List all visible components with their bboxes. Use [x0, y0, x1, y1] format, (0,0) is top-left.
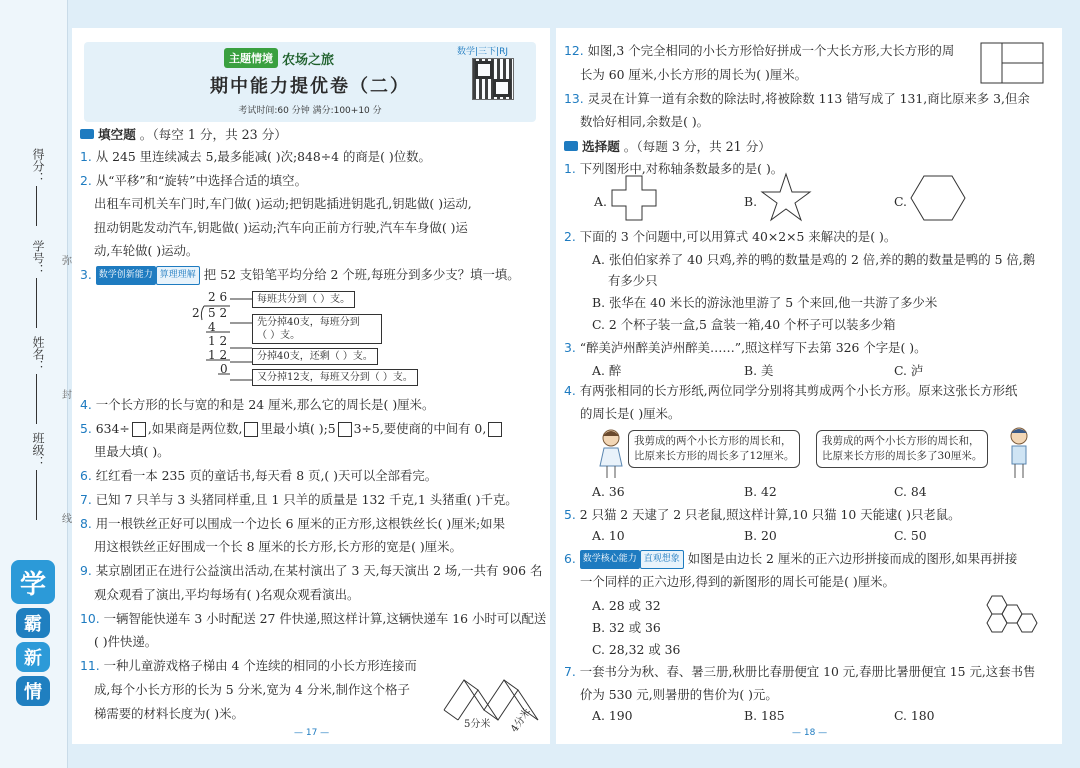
ladder-length-label: 5分米 [464, 719, 491, 730]
student-id-blank[interactable] [36, 278, 37, 328]
choice-7: 7. 一套书分为秋、春、暑三册,秋册比春册便宜 10 元,春册比暑册便宜 15 元,这套书售 [564, 664, 1036, 679]
choice-3-option-c[interactable]: C. 泸 [894, 363, 924, 378]
name-label: 姓名： [31, 336, 45, 372]
step-2: 1 2 [208, 334, 228, 348]
question-8: 8. 用一根铁丝正好可以围成一个边长 6 厘米的正方形,这根铁丝长( )厘米;如果 [80, 516, 505, 531]
theme-tag: 主题情境 [224, 48, 278, 68]
choice-4: 4. 有两张相同的长方形纸,两位同学分别将其剪成两个小长方形。原来这张长方形纸 [564, 383, 1018, 398]
page-18 [556, 28, 1062, 744]
question-1: 1. 从 245 里连续减去 5,最多能减( )次;848÷4 的商是( )位数。 [80, 149, 431, 164]
brand-char-3: 新 [16, 642, 50, 672]
binding-spine [0, 0, 72, 768]
step-1: 4 [208, 320, 216, 334]
choice-1-option-b[interactable]: B. [744, 194, 758, 209]
div-note-4: 又分掉12支，每班又分到（ ）支。 [252, 369, 418, 386]
class-blank[interactable] [36, 470, 37, 520]
question-9: 9. 某京剧团正在进行公益演出活动,在某村演出了 3 天,每天演出 2 场,一共有 906 名 [80, 563, 543, 578]
question-2: 2. 从“平移”和“旋转”中选择合适的填空。 [80, 173, 307, 188]
question-12-line-b: 长为 60 厘米,小长方形的周长为( )厘米。 [580, 67, 808, 82]
question-12: 12. 如图,3 个完全相同的小长方形恰好拼成一个大长方形,大长方形的周 [564, 43, 955, 58]
choice-7-option-b[interactable]: B. 185 [744, 708, 785, 723]
choice-1: 1. 下列图形中,对称轴条数最多的是( )。 [564, 161, 784, 176]
brand-char-1: 学 [11, 560, 55, 604]
choice-6-line-b: 一个同样的正六边形,得到的新图形的周长可能是( )厘米。 [580, 574, 895, 589]
page-number-17: — 17 — [294, 728, 330, 738]
brand-char-2: 霸 [16, 608, 50, 638]
step-3: 1 2 [208, 348, 228, 362]
seal-mark-2: 封 [62, 390, 72, 401]
question-4: 4. 一个长方形的长与宽的和是 24 厘米,那么它的周长是( )厘米。 [80, 397, 435, 412]
choice-5: 5. 2 只猫 2 天逮了 2 只老鼠,照这样计算,10 只猫 10 天能逮( )只老鼠。 [564, 507, 961, 522]
star-shape-icon [760, 172, 812, 222]
step-4: 0 [220, 362, 228, 376]
brand-logo [8, 560, 58, 760]
section-marker-icon [80, 129, 94, 139]
choice-3: 3. “醉美泸州醉美泸州醉美……”,照这样写下去第 326 个字是( )。 [564, 340, 927, 355]
question-10: 10. 一辆智能快递车 3 小时配送 27 件快递,照这样计算,这辆快递车 16 小时可以配送 [80, 611, 547, 626]
choice-4-line-b: 的周长是( )厘米。 [580, 406, 681, 421]
exam-header [84, 42, 536, 122]
question-2-line-c: 动,车轮做( )运动。 [94, 243, 199, 258]
choice-6-option-b[interactable]: B. 32 或 36 [592, 620, 661, 635]
choice-2-option-a-cont: 有多少只 [608, 273, 658, 288]
answer-box[interactable] [488, 422, 502, 437]
choice-2-option-c[interactable]: C. 2 个杯子装一盒,5 盒装一箱,40 个杯子可以装多少箱 [592, 317, 896, 332]
page-17 [72, 28, 550, 744]
question-11-line-c: 梯需要的材料长度为( )米。 [94, 706, 244, 721]
question-8-line-b: 用这根铁丝正好围成一个长 8 厘米的长方形,长方形的宽是( )厘米。 [94, 539, 462, 554]
ladder-width-label: 4分米 [509, 706, 534, 735]
class-label: 班级： [31, 432, 45, 468]
score-label: 得分： [31, 148, 45, 184]
quotient: 2 6 [208, 290, 228, 304]
choice-7-option-c[interactable]: C. 180 [894, 708, 935, 723]
choice-2-option-a[interactable]: A. 张伯伯家养了 40 只鸡,养的鸭的数量是鸡的 2 倍,养的鹅的数量是鸭的 5 倍,鹅 [592, 252, 1036, 267]
speech-bubble-2: 我剪成的两个小长方形的周长和， 比原来长方形的周长多了30厘米。 [816, 430, 988, 468]
hexagon-cluster-figure [982, 592, 1046, 642]
answer-box[interactable] [338, 422, 352, 437]
question-13-line-b: 数恰好相同,余数是( )。 [580, 114, 710, 129]
seal-mark-1: 弥 [62, 256, 72, 267]
choice-3-option-b[interactable]: B. 美 [744, 363, 774, 378]
choice-5-option-a[interactable]: A. 10 [592, 528, 625, 543]
answer-box[interactable] [244, 422, 258, 437]
choice-5-option-b[interactable]: B. 20 [744, 528, 777, 543]
question-7: 7. 已知 7 只羊与 3 头猪同样重,且 1 只羊的质量是 132 千克,1 头猪重( )千克。 [80, 492, 518, 507]
question-13: 13. 灵灵在计算一道有余数的除法时,将被除数 113 错写成了 131,商比原来多 3,但余 [564, 91, 1030, 106]
score-blank[interactable] [36, 186, 37, 226]
section-multiple-choice: 选择题 。（每题 3 分，共 21 分） [564, 136, 771, 155]
choice-4-option-a[interactable]: A. 36 [592, 484, 625, 499]
seal-mark-3: 线 [62, 514, 72, 525]
choice-7-line-b: 价为 530 元,则暑册的售价为( )元。 [580, 687, 778, 702]
cross-shape-icon [610, 174, 658, 222]
name-blank[interactable] [36, 374, 37, 424]
question-5: 5. 634÷ ,如果商是两位数, 里最小填( );5 3÷5,要使商的中间有 0, [80, 420, 504, 437]
div-note-2: 先分掉40支，每班分到 （ ）支。 [252, 314, 382, 344]
choice-2-option-b[interactable]: B. 张华在 40 米长的游泳池里游了 5 个来回,他一共游了多少米 [592, 295, 938, 310]
choice-3-option-a[interactable]: A. 醉 [592, 363, 622, 378]
rectangle-figure [980, 42, 1044, 84]
choice-7-option-a[interactable]: A. 190 [592, 708, 633, 723]
long-division-diagram [190, 290, 450, 390]
question-9-line-b: 观众观看了演出,平均每场有( )名观众观看演出。 [94, 587, 360, 602]
exam-meta: 考试时间:60 分钟 满分:100+10 分 [238, 106, 382, 116]
page-number-18: — 18 — [792, 728, 828, 738]
question-2-line-a: 出租车司机关车门时,车门做( )运动;把钥匙插进钥匙孔,钥匙做( )运动, [94, 196, 472, 211]
answer-box[interactable] [132, 422, 146, 437]
student-id-label: 学号： [31, 240, 45, 276]
div-note-1: 每班共分到（ ）支。 [252, 291, 355, 308]
theme-name: 农场之旅 [282, 52, 335, 68]
question-11-line-b: 成,每个小长方形的长为 5 分米,宽为 4 分米,制作这个格子 [94, 682, 410, 697]
question-10-line-b: ( )件快递。 [94, 634, 158, 649]
section-marker-icon [564, 141, 578, 151]
choice-6: 6. 数学核心能力 直观想象 如图是由边长 2 厘米的正六边形拼接而成的图形,如果再拼接 [564, 550, 1017, 569]
choice-6-option-a[interactable]: A. 28 或 32 [592, 598, 661, 613]
choice-5-option-c[interactable]: C. 50 [894, 528, 927, 543]
choice-2: 2. 下面的 3 个问题中,可以用算式 40×2×5 来解决的是( )。 [564, 229, 897, 244]
choice-1-option-c[interactable]: C. [894, 194, 907, 209]
question-2-line-b: 扭动钥匙发动汽车,钥匙做( )运动;汽车向正前方行驶,汽车车身做( )运 [94, 220, 468, 235]
exam-title: 期中能力提优卷（二） [210, 76, 410, 97]
ladder-figure [438, 648, 544, 740]
brand-char-4: 情 [16, 676, 50, 706]
dividend: 5 2 [208, 306, 228, 320]
speech-bubble-1: 我剪成的两个小长方形的周长和， 比原来长方形的周长多了12厘米。 [628, 430, 800, 468]
grade-label: 数学|三下|RJ [457, 47, 508, 57]
question-11: 11. 一种儿童游戏格子梯由 4 个连续的相同的小长方形连接而 [80, 658, 417, 673]
hexagon-shape-icon [910, 174, 966, 222]
choice-4-option-c[interactable]: C. 84 [894, 484, 927, 499]
question-3: 3. 数学创新能力 算理理解 把 52 支铅笔平均分给 2 个班,每班分到多少支？填一填。 [80, 266, 520, 285]
question-5-line-b: 里最大填( )。 [94, 444, 170, 459]
choice-6-option-c[interactable]: C. 28,32 或 36 [592, 642, 681, 657]
section-fill-blank: 填空题 。（每空 1 分，共 23 分） [80, 124, 287, 143]
divisor: 2 [192, 306, 200, 320]
boy-figure-icon [1004, 426, 1034, 482]
question-6: 6. 红红看一本 235 页的童话书,每天看 8 页,( )天可以全部看完。 [80, 468, 438, 483]
girl-figure-icon [596, 428, 626, 480]
choice-1-option-a[interactable]: A. [594, 194, 607, 209]
div-note-3: 分掉40支，还剩（ ）支。 [252, 348, 378, 365]
choice-4-option-b[interactable]: B. 42 [744, 484, 777, 499]
